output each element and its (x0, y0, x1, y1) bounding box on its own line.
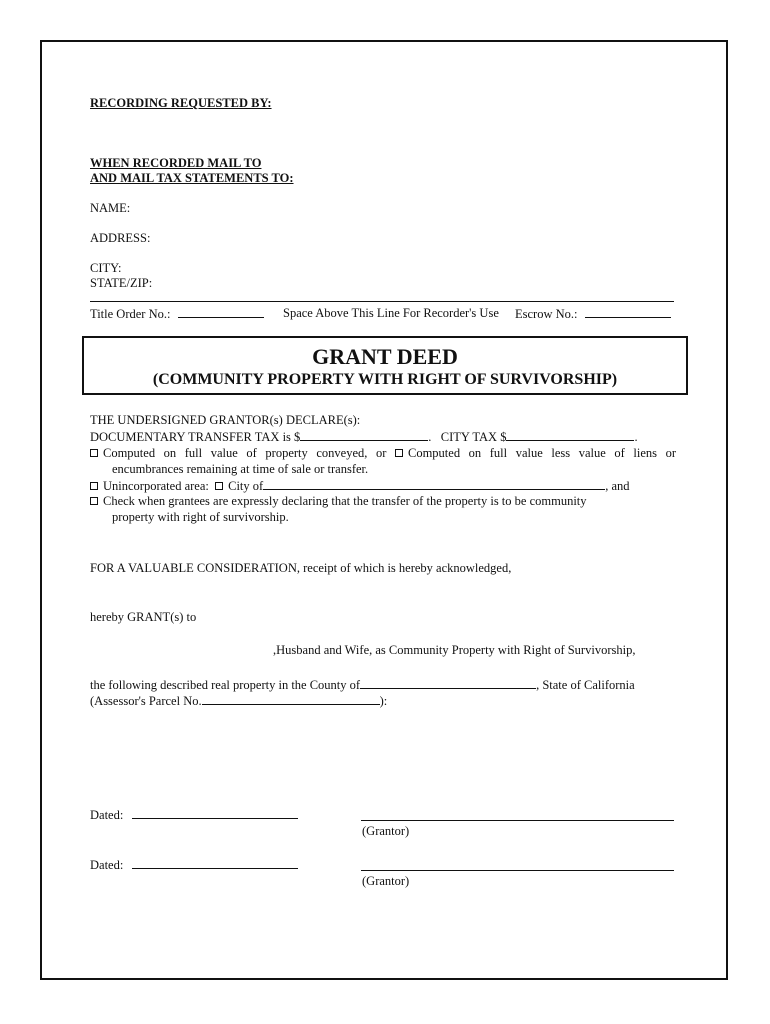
space-above-text: Space Above This Line For Recorder's Use (283, 306, 499, 320)
title-order-blank[interactable] (178, 305, 264, 318)
option-computed-row (90, 445, 676, 461)
city-of-blank[interactable] (263, 477, 605, 490)
grantor-signature-line-2[interactable] (361, 870, 674, 871)
grant-text: hereby GRANT(s) to (90, 610, 197, 624)
transfer-tax-blank[interactable] (300, 428, 428, 441)
when-recorded-line1: WHEN RECORDED MAIL TO (90, 156, 262, 170)
community-property-continuation: property with right of survivorship. (112, 510, 289, 524)
name-label: NAME: (90, 201, 131, 215)
community-property-text: Check when grantees are expressly declaring that the transfer of the property is to be community (103, 494, 587, 508)
recording-requested-by-label: RECORDING REQUESTED BY: (90, 96, 272, 110)
declaration-line: THE UNDERSIGNED GRANTOR(s) DECLARE(s): (90, 413, 361, 427)
escrow-blank[interactable] (585, 305, 671, 318)
state-of-california-text: , State of California (536, 678, 635, 692)
assessor-close-text: ): (379, 694, 388, 708)
when-recorded-line2: AND MAIL TAX STATEMENTS TO: (90, 171, 294, 185)
option-computed-full-value-text: Computed on full value of property conveyed, or (103, 446, 387, 460)
checkbox-computed-full-value[interactable] (90, 449, 98, 457)
county-blank[interactable] (360, 676, 536, 689)
property-county-text: the following described real property in the County of (90, 678, 361, 692)
property-row (90, 676, 635, 693)
recorder-divider-line (90, 301, 674, 302)
husband-wife-text: ,Husband and Wife, as Community Property with Right of Survivorship, (273, 643, 636, 657)
title-order-field (90, 305, 264, 322)
document-title: GRANT DEED (312, 344, 458, 369)
city-label: CITY: (90, 261, 122, 275)
city-of-text: City of (228, 479, 264, 493)
checkbox-city-of[interactable] (215, 482, 223, 490)
grantor-label-2: (Grantor) (362, 874, 410, 888)
checkbox-unincorporated-area[interactable] (90, 482, 98, 490)
option-computed-less-liens-text: Computed on full value less value of liens or (407, 446, 677, 460)
transfer-tax-row: DOCUMENTARY TRANSFER TAX is $ . CITY TAX $ . (90, 430, 638, 444)
dated-blank-2[interactable] (132, 856, 298, 869)
assessor-parcel-text: (Assessor's Parcel No. (90, 694, 202, 708)
city-of-and-text: , and (605, 479, 630, 493)
dated-label-1: Dated: (90, 808, 124, 822)
grantor-label-1: (Grantor) (362, 824, 410, 838)
dated-label-2: Dated: (90, 858, 124, 872)
grantor-signature-line-1[interactable] (361, 820, 674, 821)
title-box (82, 336, 688, 395)
dated-blank-1[interactable] (132, 806, 298, 819)
consideration-text: FOR A VALUABLE CONSIDERATION, receipt of which is hereby acknowledged, (90, 561, 512, 575)
city-tax-blank[interactable] (506, 428, 634, 441)
dated-row-2 (90, 856, 298, 873)
escrow-field (515, 305, 671, 322)
state-zip-label: STATE/ZIP: (90, 276, 153, 290)
unincorporated-area-text: Unincorporated area: (103, 479, 209, 493)
checkbox-computed-less-liens[interactable] (395, 449, 403, 457)
option-area-row (90, 477, 630, 494)
assessor-row (90, 692, 387, 709)
title-order-label: Title Order No.: (90, 307, 171, 321)
dated-row-1 (90, 806, 298, 823)
city-tax-label: CITY TAX $ (440, 430, 507, 444)
checkbox-community-property[interactable] (90, 497, 98, 505)
address-label: ADDRESS: (90, 231, 151, 245)
option-computed-continuation: encumbrances remaining at time of sale or transfer. (112, 462, 369, 476)
document-subtitle: (COMMUNITY PROPERTY WITH RIGHT OF SURVIVORSHIP) (152, 371, 618, 388)
transfer-tax-label: DOCUMENTARY TRANSFER TAX is $ (90, 430, 301, 444)
assessor-parcel-blank[interactable] (202, 692, 380, 705)
escrow-label: Escrow No.: (515, 307, 578, 321)
option-community-row (90, 493, 587, 509)
